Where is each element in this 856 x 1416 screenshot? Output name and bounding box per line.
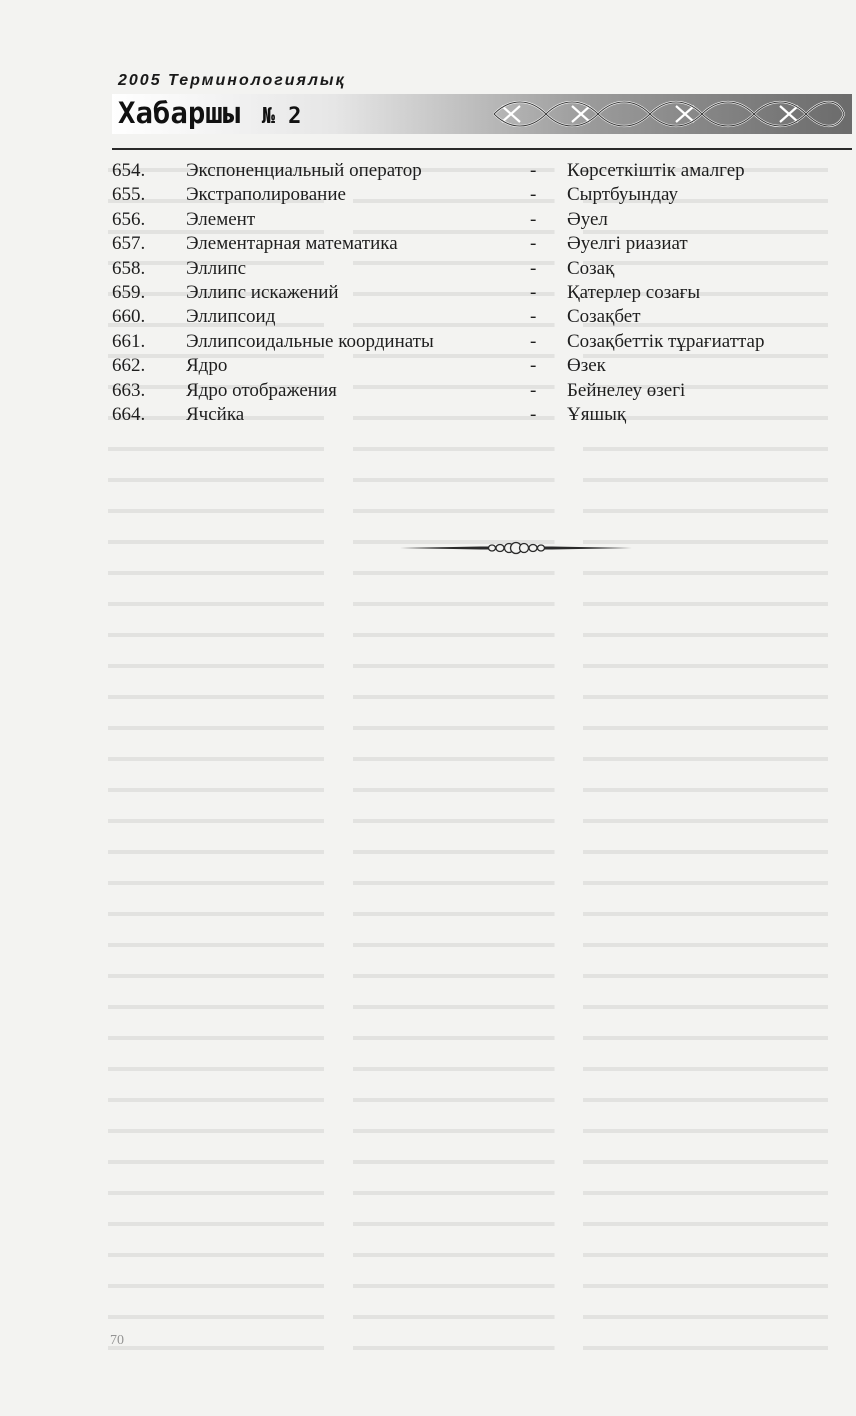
celtic-knot-ornament-icon: [490, 96, 848, 132]
term-row: [112, 281, 852, 305]
term-number: 658.: [112, 257, 146, 279]
term-dash: -: [530, 379, 537, 401]
term-dash: -: [530, 306, 537, 328]
term-dash: -: [530, 403, 537, 425]
term-row: [112, 305, 852, 329]
header-rule: [112, 148, 852, 150]
term-dash: -: [530, 257, 537, 279]
term-number: 657.: [112, 233, 146, 255]
term-russian: Экстраполирование: [186, 184, 346, 206]
journal-header: [112, 72, 852, 152]
term-dash: -: [530, 330, 537, 352]
term-row: [112, 232, 852, 256]
term-kazakh: Көрсеткіштік амалгер: [567, 160, 745, 181]
header-year-line: 2005 Терминологиялық: [118, 72, 346, 89]
term-row: [112, 183, 852, 207]
term-row: [112, 208, 852, 232]
term-row: [112, 354, 852, 378]
term-kazakh: Бейнелеу өзегі: [567, 379, 686, 401]
term-kazakh: Ұяшық: [567, 403, 627, 425]
term-number: 662.: [112, 355, 146, 377]
term-row: [112, 257, 852, 281]
term-row: [112, 330, 852, 354]
issue-number: № 2: [261, 104, 302, 129]
page-number-ghost: 70: [110, 1333, 124, 1348]
term-number: 659.: [112, 281, 146, 303]
term-dash: -: [530, 184, 537, 206]
term-russian: Элементарная математика: [186, 233, 398, 255]
term-number: 656.: [112, 208, 146, 230]
term-kazakh: Қатерлер созағы: [567, 281, 701, 303]
term-kazakh: Созақ: [567, 257, 615, 279]
term-kazakh: Сыртбуындау: [567, 184, 679, 206]
term-kazakh: Созақбет: [567, 306, 641, 328]
term-russian: Эллипс: [186, 257, 247, 279]
term-number: 661.: [112, 330, 146, 352]
term-russian: Эллипс искажений: [186, 281, 339, 303]
term-dash: -: [530, 208, 537, 230]
term-row: [112, 403, 852, 427]
term-russian: Эллипсоид: [186, 306, 276, 328]
term-kazakh: Әуел: [567, 208, 608, 230]
term-dash: -: [530, 160, 537, 181]
term-row: [112, 379, 852, 403]
term-number: 660.: [112, 306, 146, 328]
term-russian: Ядро отображения: [186, 379, 337, 401]
term-russian: Ячсйка: [186, 403, 245, 425]
term-number: 663.: [112, 379, 146, 401]
term-russian: Ядро: [186, 355, 228, 377]
journal-title-text: Хабаршы: [118, 96, 241, 130]
terms-list: [112, 159, 852, 427]
journal-title: [118, 96, 301, 130]
term-row: [112, 159, 852, 183]
term-number: 664.: [112, 403, 146, 425]
term-kazakh: Өзек: [567, 355, 606, 377]
term-kazakh: Созақбеттік тұрағиаттар: [567, 330, 765, 352]
term-number: 655.: [112, 184, 146, 206]
term-russian: Элемент: [186, 208, 256, 230]
term-dash: -: [530, 355, 537, 377]
term-russian: Экспоненциальный оператор: [186, 160, 422, 181]
term-dash: -: [530, 281, 537, 303]
term-number: 654.: [112, 160, 146, 181]
term-kazakh: Әуелгі риазиат: [567, 233, 688, 255]
term-russian: Эллипсоидальные координаты: [186, 330, 434, 352]
ornamental-divider-icon: [400, 541, 632, 555]
term-dash: -: [530, 233, 537, 255]
